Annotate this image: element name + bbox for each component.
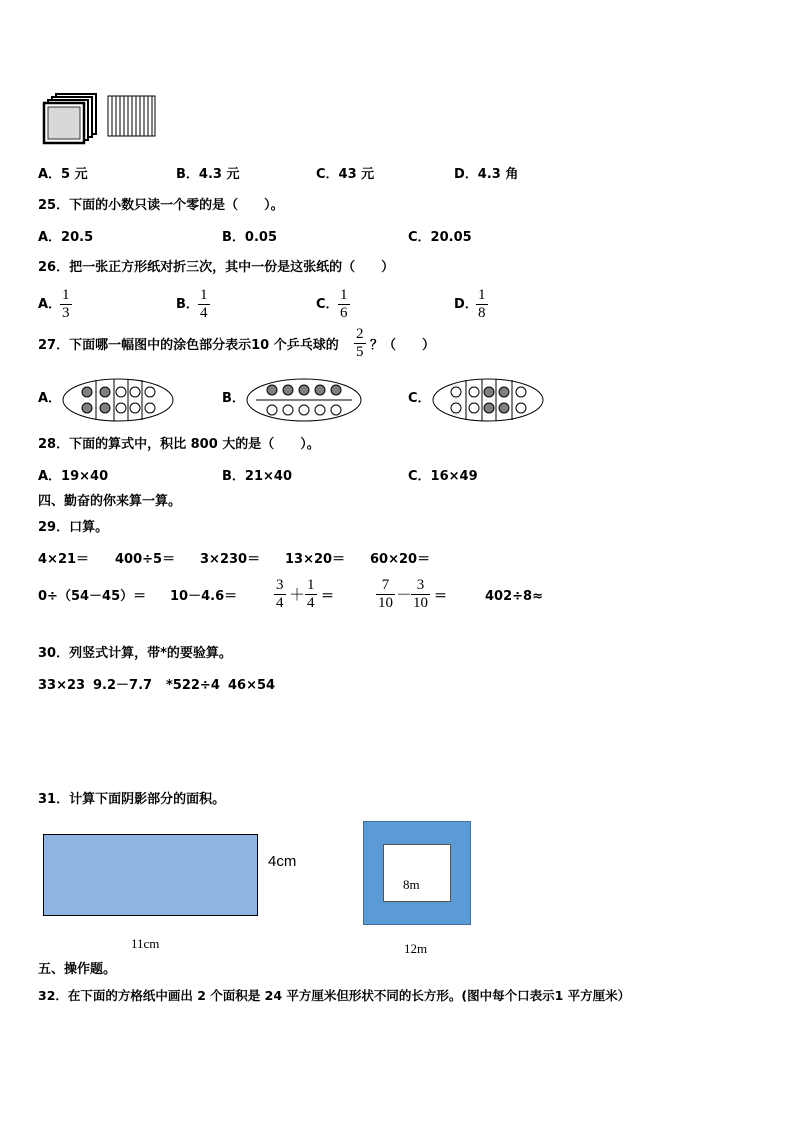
fraction-one-quarter xyxy=(305,578,317,611)
numerator: 1 xyxy=(478,287,486,303)
fraction-three-tenths xyxy=(411,578,430,611)
q27-option-a-label[interactable]: A． xyxy=(38,391,62,406)
q28-stem: 28．下面的算式中，积比 800 大的是（ ）。 xyxy=(38,437,320,452)
q29-stem: 29．口算。 xyxy=(38,520,109,535)
money-illustration xyxy=(44,92,159,144)
denominator: 4 xyxy=(200,305,208,321)
numerator: 1 xyxy=(62,287,70,303)
q30-item-2: 9.2－7.7 xyxy=(93,678,153,693)
denominator: 10 xyxy=(378,595,393,611)
q26-option-c-fraction xyxy=(338,288,350,321)
q26-option-b-label[interactable]: B． xyxy=(176,297,199,312)
q26-option-a-label[interactable]: A． xyxy=(38,297,62,312)
numerator: 2 xyxy=(356,326,364,342)
q30-item-4: 46×54 xyxy=(228,678,276,693)
numerator: 1 xyxy=(200,287,208,303)
q29-item-10: 402÷8≈ xyxy=(485,589,543,604)
q29-item-7: 10－4.6＝ xyxy=(170,589,238,604)
denominator: 10 xyxy=(413,595,428,611)
coin-strips-icon xyxy=(108,96,155,136)
q27-stem-after: ？（ ） xyxy=(370,338,436,353)
denominator: 8 xyxy=(478,305,486,321)
denominator: 4 xyxy=(276,595,284,611)
q28-option-a[interactable]: A．19×40 xyxy=(38,469,109,484)
plus-sign: ＋ xyxy=(289,587,306,604)
q30-item-1: 33×23 xyxy=(38,678,86,693)
q29-item-1: 4×21＝ xyxy=(38,552,90,567)
fraction-seven-tenths xyxy=(376,578,395,611)
q27-option-c-ellipse[interactable] xyxy=(432,378,544,422)
denominator: 4 xyxy=(307,595,315,611)
equals-sign: ＝ xyxy=(321,589,335,604)
numerator: 3 xyxy=(416,577,425,593)
q29-item-6: 0÷（54－45）＝ xyxy=(38,589,147,604)
numerator: 7 xyxy=(381,577,390,593)
section-5-heading: 五、操作题。 xyxy=(38,962,117,977)
denominator: 3 xyxy=(62,305,70,321)
q29-item-5: 60×20＝ xyxy=(370,552,431,567)
q30-stem: 30．列竖式计算，带*的要验算。 xyxy=(38,646,232,661)
q28-option-b[interactable]: B．21×40 xyxy=(222,469,292,484)
equals-sign: ＝ xyxy=(434,589,448,604)
denominator: 6 xyxy=(340,305,348,321)
q25-option-c[interactable]: C．20.05 xyxy=(408,230,472,245)
q26-stem: 26．把一张正方形纸对折三次，其中一份是这张纸的（ ） xyxy=(38,260,395,275)
minus-sign: － xyxy=(396,587,413,604)
rectangle-height-label: 4cm xyxy=(268,853,297,870)
bill-stack-icon xyxy=(44,94,96,143)
q24-option-a[interactable]: A．5 元 xyxy=(38,167,88,182)
q31-stem: 31．计算下面阴影部分的面积。 xyxy=(38,792,226,807)
q26-option-c-label[interactable]: C． xyxy=(316,297,339,312)
q25-option-b[interactable]: B．0.05 xyxy=(222,230,277,245)
q24-option-d[interactable]: D．4.3 角 xyxy=(454,167,519,182)
q25-option-a[interactable]: A．20.5 xyxy=(38,230,94,245)
q26-option-d-label[interactable]: D． xyxy=(454,297,478,312)
numerator: 1 xyxy=(340,287,348,303)
q27-option-c-label[interactable]: C． xyxy=(408,391,431,406)
rectangle-width-label: 11cm xyxy=(131,936,160,951)
q27-stem-before: 27．下面哪一幅图中的涂色部分表示10 个乒乓球的 xyxy=(38,338,339,353)
q30-item-3: *522÷4 xyxy=(166,678,220,693)
q28-option-c[interactable]: C．16×49 xyxy=(408,469,478,484)
q27-stem-fraction xyxy=(354,327,366,360)
q26-option-a-fraction xyxy=(60,288,72,321)
fraction-three-quarters xyxy=(274,578,286,611)
q26-option-d-fraction xyxy=(476,288,488,321)
q27-option-b-ellipse[interactable] xyxy=(246,378,362,422)
q29-item-2: 400÷5＝ xyxy=(115,552,176,567)
outer-square-label: 12m xyxy=(404,941,428,956)
q24-option-b[interactable]: B．4.3 元 xyxy=(176,167,240,182)
q32-stem: 32．在下面的方格纸中画出 2 个面积是 24 平方厘米但形状不同的长方形。(图中每个口表示1 平方厘米） xyxy=(38,988,631,1003)
q27-option-b-label[interactable]: B． xyxy=(222,391,245,406)
shaded-rectangle xyxy=(43,834,258,916)
denominator: 5 xyxy=(356,344,364,360)
q27-option-a-ellipse[interactable] xyxy=(62,378,174,422)
inner-square-label: 8m xyxy=(403,877,420,892)
q24-option-c[interactable]: C．43 元 xyxy=(316,167,375,182)
section-4-heading: 四、勤奋的你来算一算。 xyxy=(38,494,182,509)
numerator: 1 xyxy=(307,577,315,593)
q26-option-b-fraction xyxy=(198,288,210,321)
q29-item-3: 3×230＝ xyxy=(200,552,261,567)
numerator: 3 xyxy=(276,577,284,593)
q25-stem: 25．下面的小数只读一个零的是（ ）。 xyxy=(38,198,284,213)
q29-item-4: 13×20＝ xyxy=(285,552,346,567)
inner-white-square xyxy=(383,844,451,902)
